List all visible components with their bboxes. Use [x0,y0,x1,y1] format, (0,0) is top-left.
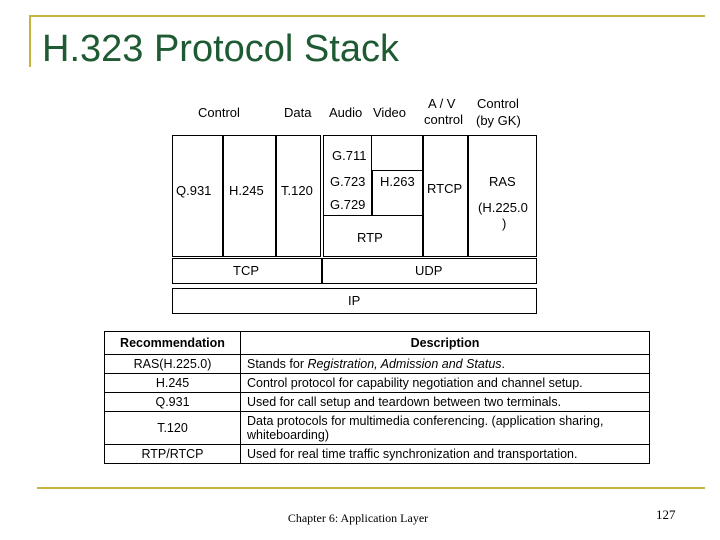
table-row [105,412,650,445]
box-ras-line2: (H.225.0 [478,200,528,215]
box-tcp-label: TCP [233,263,259,278]
box-udp [322,258,537,284]
desc-italic-text: Registration, Admission and Status [307,357,502,371]
box-h245 [223,135,276,257]
slide-frame-top [29,15,705,17]
table-row [105,355,650,374]
table-cell-desc: Control protocol for capability negotiation and channel setup. [241,374,650,393]
box-h263 [372,170,423,216]
box-t120 [276,135,321,257]
table-cell-rec: Q.931 [105,393,241,412]
box-rtcp [423,135,468,257]
table-cell-rec: T.120 [105,412,241,445]
slide-frame-bottom [37,487,705,489]
table-header-recommendation: Recommendation [105,332,241,355]
box-g711-label: G.711 [332,148,367,163]
label-av-line2: control [424,112,464,127]
desc-text: . [501,357,506,371]
table-header-description: Description [241,332,650,355]
table-cell-desc: Used for real time traffic synchronization and transportation. [241,445,650,464]
table-row [105,393,650,412]
label-video: Video [373,105,407,120]
label-audio: Audio [329,105,363,120]
box-h245-label: H.245 [229,183,264,198]
label-gk-line2: (by GK) [476,113,521,128]
box-t120-label: T.120 [281,183,313,198]
table-header-row [105,332,650,355]
box-g723-label: G.723 [330,174,366,189]
box-ip-label: IP [348,293,361,308]
box-ras [468,135,537,257]
slide-footer: Chapter 6: Application Layer [287,511,429,525]
recommendation-table [104,331,650,464]
box-ras-line3: ) [502,216,507,231]
table-cell-desc: Data protocols for multimedia conferencing. (application sharing, whiteboarding) [241,412,650,445]
box-g729-label: G.729 [330,197,366,212]
slide-title: H.323 Protocol Stack [42,28,399,70]
box-rtp-label: RTP [357,230,383,245]
label-data: Data [284,105,312,120]
box-h263-label: H.263 [380,174,415,189]
box-q931 [172,135,223,257]
table-cell-desc: Used for call setup and teardown between two terminals. [241,393,650,412]
box-q931-label: Q.931 [176,183,212,198]
label-av-line1: A / V [428,96,456,111]
box-ip [172,288,537,314]
slide-frame-left [29,15,31,67]
table-row [105,374,650,393]
table-cell-rec: H.245 [105,374,241,393]
table-cell-desc [241,355,650,374]
box-tcp [172,258,322,284]
label-gk-line1: Control [477,96,519,111]
box-ras-line1: RAS [489,174,516,189]
box-rtcp-label: RTCP [427,181,463,196]
table-row [105,445,650,464]
label-control: Control [198,105,240,120]
table-cell-rec: RAS(H.225.0) [105,355,241,374]
box-udp-label: UDP [415,263,443,278]
table-cell-rec: RTP/RTCP [105,445,241,464]
desc-text: Stands for [247,357,308,371]
page-number: 127 [656,507,676,522]
box-audio-codecs [323,135,372,216]
